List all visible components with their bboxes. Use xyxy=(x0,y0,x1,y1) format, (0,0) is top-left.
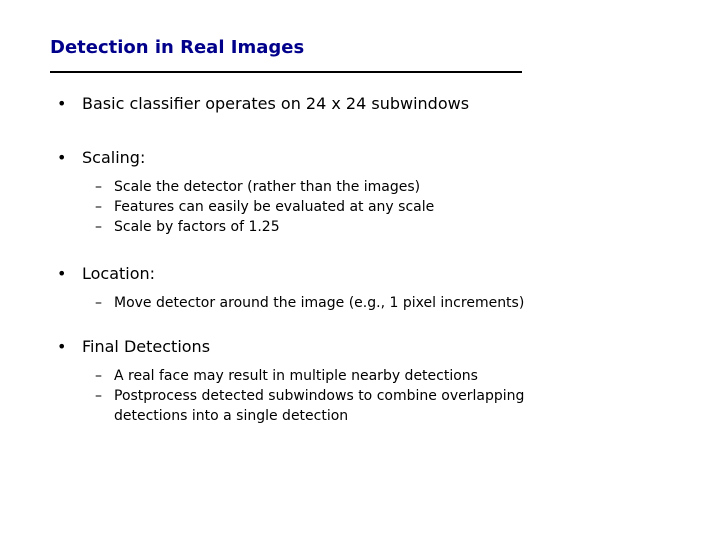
dash-icon: – xyxy=(95,368,102,384)
sub-list xyxy=(57,366,697,426)
sub-item xyxy=(57,197,697,217)
title-underline xyxy=(50,71,522,73)
sub-item-text: Postprocess detected subwindows to combine overlapping detections into a single detection xyxy=(114,388,525,424)
sub-list xyxy=(57,177,697,237)
dash-icon: – xyxy=(95,219,102,235)
sub-item xyxy=(57,217,697,237)
bullet-item xyxy=(57,93,697,115)
bullet-text: Basic classifier operates on 24 x 24 subwindows xyxy=(82,94,470,113)
dash-icon: – xyxy=(95,199,102,215)
sub-item xyxy=(57,386,697,426)
bullet-dot-icon: • xyxy=(57,94,67,113)
dash-icon: – xyxy=(95,295,102,311)
dash-icon: – xyxy=(95,179,102,195)
sub-item-text: Features can easily be evaluated at any scale xyxy=(114,199,435,215)
bullet-dot-icon: • xyxy=(57,264,67,283)
sub-item-text: Scale the detector (rather than the images) xyxy=(114,179,421,195)
dash-icon: – xyxy=(95,388,102,404)
sub-item-text: A real face may result in multiple nearby detections xyxy=(114,368,478,384)
sub-item xyxy=(57,366,697,386)
bullet-dot-icon: • xyxy=(57,148,67,167)
bullet-text: Scaling: xyxy=(82,148,146,167)
bullet-item xyxy=(57,263,697,313)
slide-title: Detection in Real Images xyxy=(50,37,305,58)
sub-item xyxy=(57,177,697,197)
bullet-text: Final Detections xyxy=(82,337,211,356)
bullet-item xyxy=(57,336,697,426)
bullet-item xyxy=(57,147,697,237)
sub-item xyxy=(57,293,697,313)
bullet-dot-icon: • xyxy=(57,337,67,356)
sub-item-text: Move detector around the image (e.g., 1 pixel increments) xyxy=(114,295,525,311)
bullet-text: Location: xyxy=(82,264,156,283)
sub-list xyxy=(57,293,697,313)
sub-item-text: Scale by factors of 1.25 xyxy=(114,219,280,235)
